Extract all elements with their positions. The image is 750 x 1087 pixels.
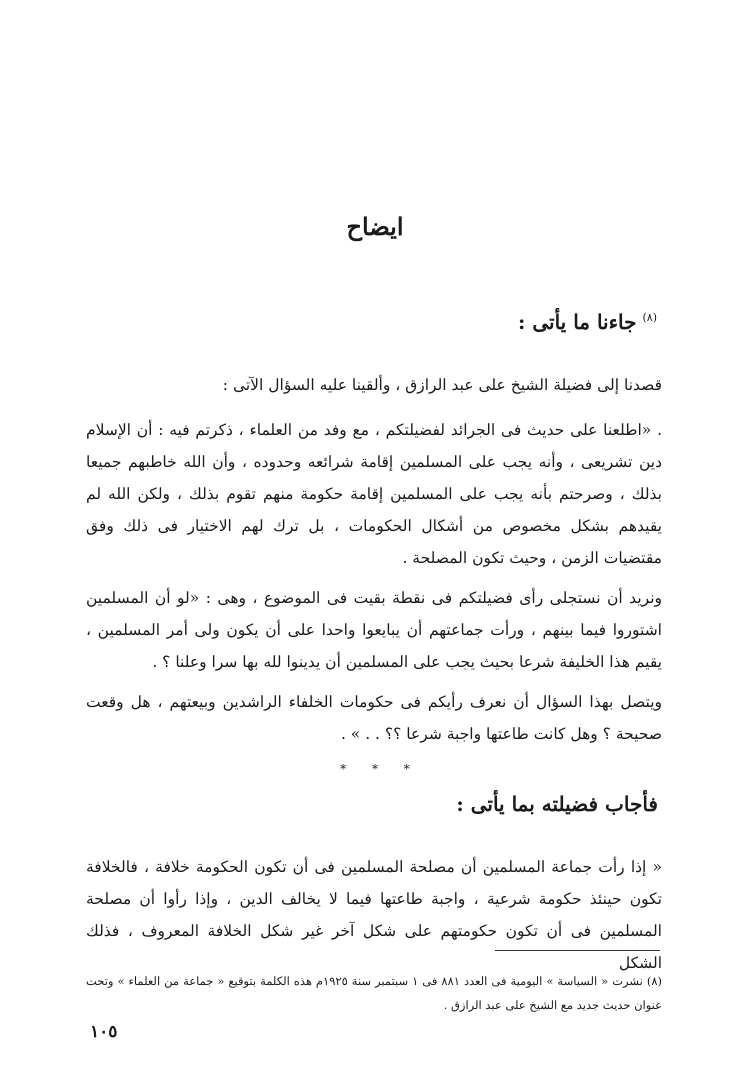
footnote-text: (٨) نشرت « السياسة » اليومية فى العدد ٨٨١ فى ١ سبتمبر سنة ١٩٢٥م هذه الكلمة بتوقيع « جماعة من العلماء » وتحت عنوان حديث جديد مع الشيخ على عبد الرازق . <box>86 973 663 1012</box>
question-paragraph-2: ونريد أن نستجلى رأى فضيلتكم فى نقطة بقيت فى الموضوع ، وهى : «لو أن المسلمين اشتوروا فيما بينهم ، ورأت جماعتهم أن يبايعوا واحدا على أن يكون ولى أمر المسلمين ، يقيم هذا الخليفة شرعا بحيث يجب على المسلمين أن يدينوا لله بها سرا وعلنا ؟ . <box>86 588 662 671</box>
footnote-reference: (٨) <box>642 311 657 325</box>
section-heading-received <box>518 310 657 334</box>
section-separator: * * * <box>340 762 410 776</box>
page-title: ايضاح <box>346 212 404 241</box>
question-paragraph-1: . «اطلعنا على حديث فى الجرائد لفضيلتكم ، مع وفد من العلماء ، ذكرتم فيه : أن الإسلام دين تشريعى ، وأنه يجب على المسلمين إقامة شرائعه وحدوده ، وأن الله خاطبهم جميعا بذلك ، وصرحتم بأنه يجب على المسلمين إقامة حكومة منهم تقوم بذلك ، ولكن الله لم يقيدهم بشكل مخصوص من أشكال الحكومات ، بل ترك لهم الاختيار فى ذلك وفق مقتضيات الزمن ، وحيث تكون المصلحة . <box>86 420 662 567</box>
footnote-divider <box>495 950 660 951</box>
question-paragraph-3: ويتصل بهذا السؤال أن نعرف رأيكم فى حكومات الخلفاء الراشدين وبيعتهم ، هل وقعت صحيحة ؟ وهل كانت طاعتها واجبة شرعا ؟؟ . . » . <box>86 692 662 743</box>
page-number: ١٠٥ <box>90 1022 118 1042</box>
heading-text: جاءنا ما يأتى : <box>517 310 637 334</box>
answer-paragraph-1: « إذا رأت جماعة المسلمين أن مصلحة المسلمين فى أن تكون الحكومة خلافة ، فالخلافة تكون حينئذ حكومة شرعية ، واجبة طاعتها فيما لا يخالف الدين ، وإذا رأوا أن مصلحة المسلمين فى أن تكون حكومتهم على شكل آخر غير شكل الخلافة المعروف ، فذلك الشكل <box>86 857 662 972</box>
intro-paragraph: قصدنا إلى فضيلة الشيخ على عبد الرازق ، وألقينا عليه السؤال الآتى : <box>222 375 662 394</box>
section-heading-answer: فأجاب فضيلته بما يأتى : <box>456 792 658 816</box>
